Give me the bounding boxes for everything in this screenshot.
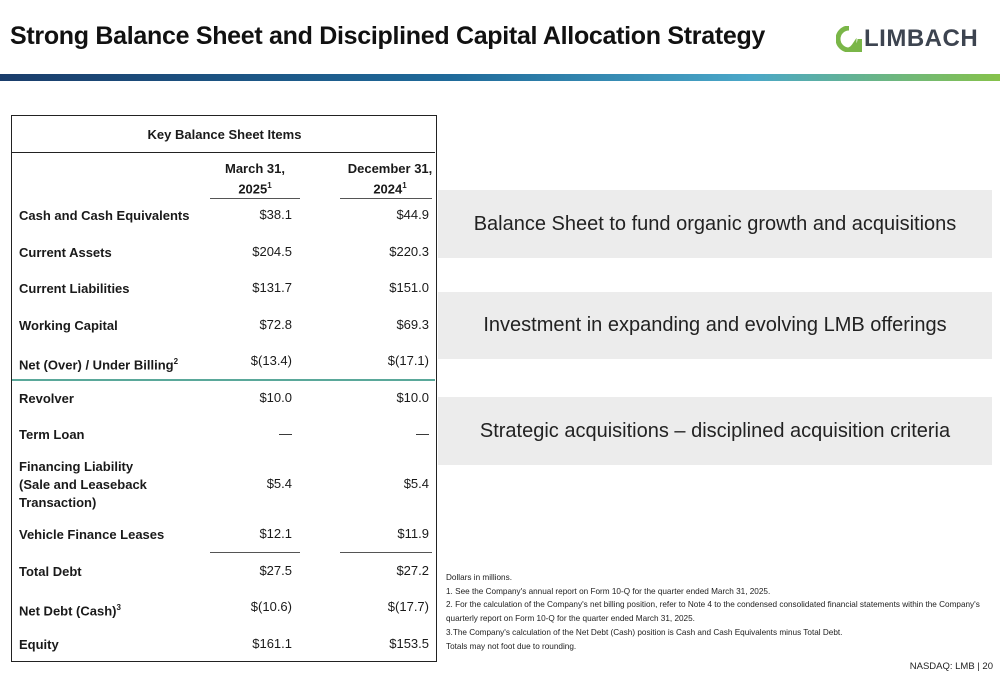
column-header-december-2024: December 31, 2024$^1$ xyxy=(347,161,433,197)
total-underline xyxy=(210,552,300,553)
footnote: Dollars in millions. xyxy=(446,573,512,582)
logo-text: LIMBACH xyxy=(864,25,979,52)
footnotes xyxy=(446,571,986,653)
table-title: Key Balance Sheet Items xyxy=(12,116,435,153)
total-underline xyxy=(340,552,432,553)
company-logo xyxy=(836,22,978,56)
footnote: Totals may not foot due to rounding. xyxy=(446,641,577,651)
column-underline xyxy=(340,198,432,199)
column-header-march-2025: March 31, 2025$^1$ xyxy=(225,161,285,197)
column-underline xyxy=(210,198,300,199)
strategy-panel: Strategic acquisitions – disciplined acquisition criteria xyxy=(438,397,992,465)
page-title: Strong Balance Sheet and Disciplined Capital Allocation Strategy xyxy=(10,22,766,50)
balance-sheet-table: Key Balance Sheet Items March 31, 2025$^1$ December 31, 2024$^1$ Cash and Cash Equivalents $38.1 $44.9 Current Assets $204.5 $220.3 Current Liabilities $131.7 $151.0 Working Capital $72.8 $69.3 Net (Over) / Under Billing$^2$ $(13.4) $(17.1) Revolver $10.0 $10.0 Term Loan — — Financing Liability (Sale and Leaseback Transaction) $5.4 $5.4 Vehicle Finance Leases $12.1 $11.9 Total Debt $27.5 $27.2 Net Debt (Cash)$^3$ $(10.6) $(17.7) Equity $161.1 $153.5 xyxy=(11,115,437,662)
footnote: 1. See the Company's annual report on Form 10-Q for the quarter ended March 31, 2025. xyxy=(446,586,771,596)
footnote: 3.The Company's calculation of the Net Debt (Cash) position is Cash and Cash Equivalents minus Total Debt. xyxy=(446,627,843,637)
section-divider xyxy=(12,379,435,381)
footnote: quarterly report on Form 10-Q for the quarter ended March 31, 2025. xyxy=(446,614,695,624)
limbach-logo-icon xyxy=(836,26,862,52)
footnote: 2. For the calculation of the Company's net billing position, refer to Note 4 to the condensed consolidated financial statements within the Company's xyxy=(446,600,980,610)
header-accent-bar xyxy=(0,74,1000,81)
strategy-panel: Investment in expanding and evolving LMB offerings xyxy=(438,292,992,359)
page-footer: NASDAQ: LMB | 20 xyxy=(909,661,993,672)
strategy-panel: Balance Sheet to fund organic growth and acquisitions xyxy=(438,190,992,258)
